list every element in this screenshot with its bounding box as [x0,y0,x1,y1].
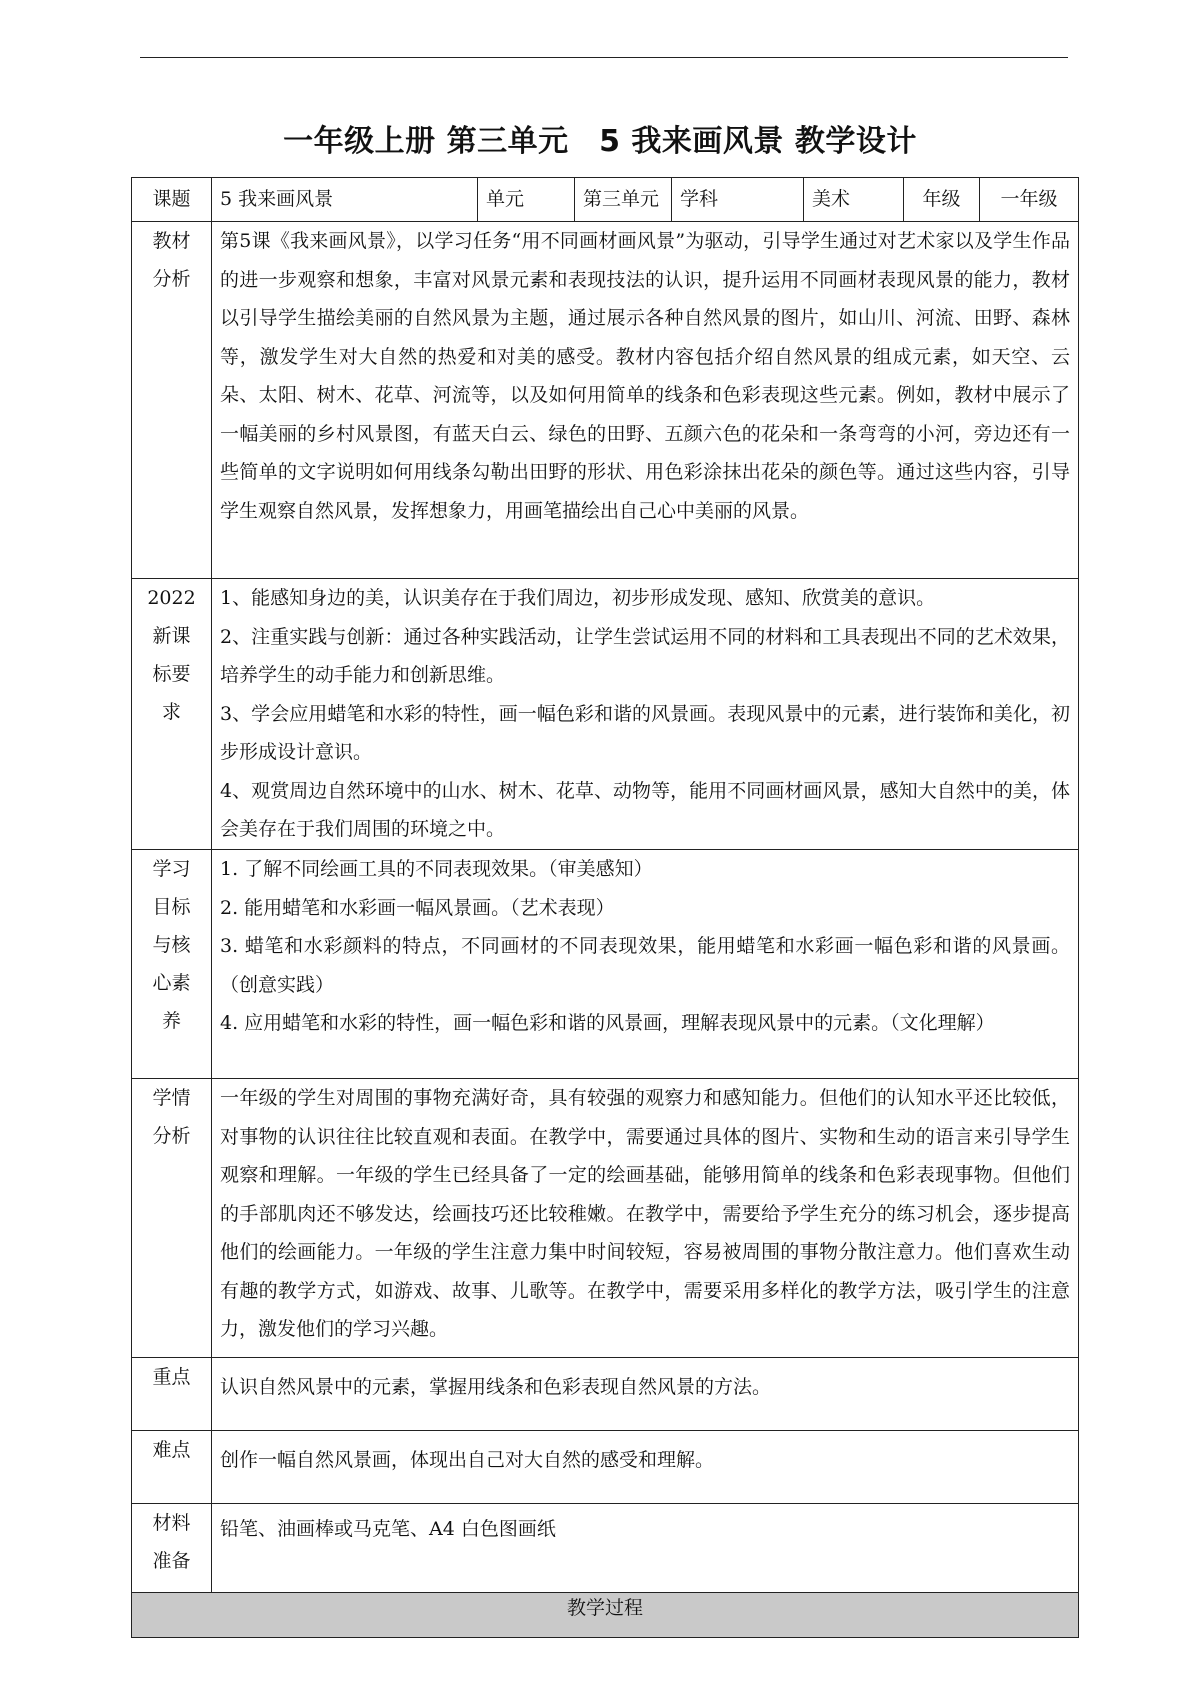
difficulty-row [132,1431,1079,1504]
objective-item: 4. 应用蜡笔和水彩的特性，画一幅色彩和谐的风景画，理解表现风景中的元素。（文化理解） [220,1012,995,1034]
key-point-label: 重点 [132,1358,212,1431]
standard-item: 4、观赏周边自然环境中的山水、树木、花草、动物等，能用不同画材画风景，感知大自然中的美，体会美存在于我们周围的环境之中。 [220,779,1070,840]
key-point-row [132,1358,1079,1431]
objectives-label: 学习 目标 与核 心素 养 [132,850,212,1079]
materials-row [132,1504,1079,1593]
subject-label: 学科 [672,178,804,222]
student-analysis-label: 学情 分析 [132,1079,212,1358]
standard-item: 2、注重实践与创新：通过各种实践活动，让学生尝试运用不同的材料和工具表现出不同的艺术效果，培养学生的动手能力和创新思维。 [220,625,1070,686]
standard-item: 3、学会应用蜡笔和水彩的特性，画一幅色彩和谐的风景画。表现风景中的元素，进行装饰和美化，初步形成设计意识。 [220,702,1070,763]
curriculum-standards-text [212,579,1079,850]
textbook-analysis-label: 教材 分析 [132,222,212,579]
topic-label: 课题 [132,178,212,222]
objective-item: 3. 蜡笔和水彩颜料的特点，不同画材的不同表现效果，能用蜡笔和水彩画一幅色彩和谐的风景画。（创意实践） [220,935,1070,996]
grade-value: 一年级 [980,178,1079,222]
lesson-plan-table [131,177,1079,1638]
subject-value: 美术 [804,178,904,222]
unit-label: 单元 [478,178,575,222]
curriculum-standards-row [132,579,1079,850]
difficulty-label: 难点 [132,1431,212,1504]
key-point-text: 认识自然风景中的元素，掌握用线条和色彩表现自然风景的方法。 [212,1358,1079,1431]
objectives-row [132,850,1079,1079]
materials-label: 材料 准备 [132,1504,212,1593]
textbook-analysis-row [132,222,1079,579]
standard-item: 1、能感知身边的美，认识美存在于我们周边，初步形成发现、感知、欣赏美的意识。 [220,587,936,609]
objective-item: 2. 能用蜡笔和水彩画一幅风景画。（艺术表现） [220,896,615,919]
teaching-process-row [132,1593,1079,1638]
header-row [132,178,1079,222]
grade-label: 年级 [904,178,980,222]
textbook-analysis-text: 第5课《我来画风景》，以学习任务“用不同画材画风景”为驱动，引导学生通过对艺术家以及学生作品的进一步观察和想象，丰富对风景元素和表现技法的认识，提升运用不同画材表现风景的能力，教材以引导学生描绘美丽的自然风景为主题，通过展示各种自然风景的图片，如山川、河流、田野、森林等，激发学生对大自然的热爱和对美的感受。教材内容包括介绍自然风景的组成元素，如天空、云朵、太阳、树木、花草、河流等，以及如何用简单的线条和色彩表现这些元素。例如，教材中展示了一幅美丽的乡村风景图，有蓝天白云、绿色的田野、五颜六色的花朵和一条弯弯的小河，旁边还有一些简单的文字说明如何用线条勾勒出田野的形状、用色彩涂抹出花朵的颜色等。通过这些内容，引导学生观察自然风景，发挥想象力，用画笔描绘出自己心中美丽的风景。 [212,222,1079,579]
difficulty-text: 创作一幅自然风景画，体现出自己对大自然的感受和理解。 [212,1431,1079,1504]
student-analysis-text: 一年级的学生对周围的事物充满好奇，具有较强的观察力和感知能力。但他们的认知水平还比较低，对事物的认识往往比较直观和表面。在教学中，需要通过具体的图片、实物和生动的语言来引导学生观察和理解。一年级的学生已经具备了一定的绘画基础，能够用简单的线条和色彩表现事物。但他们的手部肌肉还不够发达，绘画技巧还比较稚嫩。在教学中，需要给予学生充分的练习机会，逐步提高他们的绘画能力。一年级的学生注意力集中时间较短，容易被周围的事物分散注意力。他们喜欢生动有趣的教学方式，如游戏、故事、儿歌等。在教学中，需要采用多样化的教学方法，吸引学生的注意力，激发他们的学习兴趣。 [212,1079,1079,1358]
curriculum-standards-label: 2022 新课 标要 求 [132,579,212,850]
header-rule [140,57,1068,58]
page-title: 一年级上册 第三单元 5 我来画风景 教学设计 [283,124,917,159]
objective-item: 1. 了解不同绘画工具的不同表现效果。（审美感知） [220,858,653,880]
objectives-text [212,850,1079,1079]
materials-text: 铅笔、油画棒或马克笔、A4 白色图画纸 [212,1504,1079,1593]
topic-value: 5 我来画风景 [212,178,478,222]
unit-value: 第三单元 [575,178,672,222]
student-analysis-row [132,1079,1079,1358]
teaching-process-header: 教学过程 [132,1593,1079,1638]
